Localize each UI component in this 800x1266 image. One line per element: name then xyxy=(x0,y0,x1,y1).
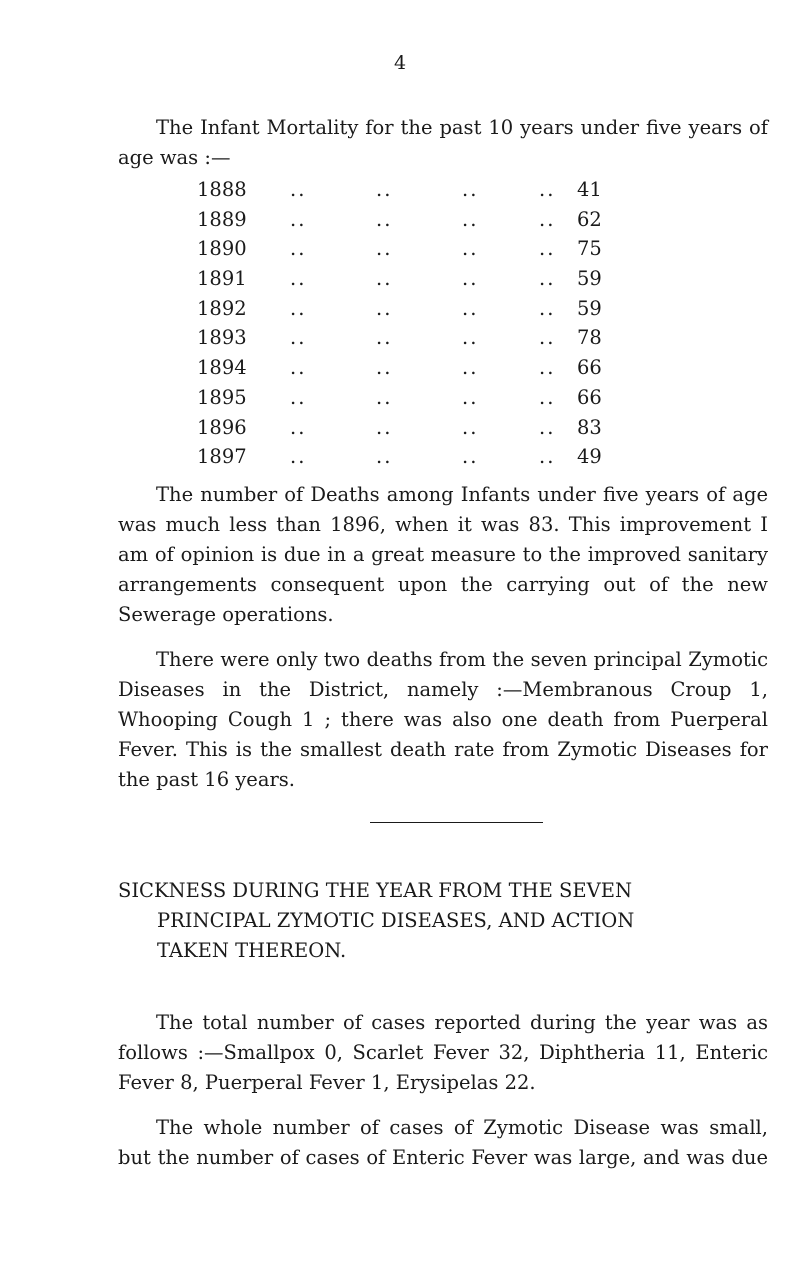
whole-number-text: The whole number of cases of Zymotic Disease was small, but the number of cases of Enteric Fever was large, and was due xyxy=(118,1116,768,1169)
year-cell: 1890 xyxy=(197,237,247,261)
dot-leader: .. xyxy=(290,237,307,261)
dot-leader: .. xyxy=(290,326,307,350)
dot-leader: .. xyxy=(539,267,556,291)
dot-leader: .. xyxy=(376,356,393,380)
dot-leader: .. xyxy=(376,267,393,291)
section-heading xyxy=(118,876,778,966)
year-cell: 1896 xyxy=(197,415,247,439)
dot-leader: .. xyxy=(539,178,556,201)
death-count-cell: 49 xyxy=(577,445,602,469)
year-cell: 1888 xyxy=(197,178,247,201)
infant-mortality-table xyxy=(197,175,677,472)
dot-leader: .. xyxy=(376,207,393,231)
death-count-cell: 83 xyxy=(577,415,602,439)
intro-text: The Infant Mortality for the past 10 years under five years of age was :— xyxy=(118,116,768,169)
table-row xyxy=(197,234,677,264)
year-cell: 1897 xyxy=(197,445,247,469)
year-cell: 1895 xyxy=(197,385,247,409)
zymotic-deaths-paragraph xyxy=(118,645,768,795)
dot-leader: .. xyxy=(290,207,307,231)
dot-leader: .. xyxy=(462,178,479,201)
death-count-cell: 78 xyxy=(577,326,602,350)
dot-leader: .. xyxy=(290,445,307,469)
dot-leader: .. xyxy=(462,385,479,409)
dot-leader: .. xyxy=(376,415,393,439)
total-cases-text: The total number of cases reported during the year was as follows :—Smallpox 0, Scarlet Fever 32, Diphtheria 11, Enteric Fever 8, Puerperal Fever 1, Erysipelas 22. xyxy=(118,1011,768,1094)
deaths-infants-text: The number of Deaths among Infants under five years of age was much less than 1896, when it was 83. This improvement I am of opinion is due in a great measure to the improved sanitary arrangements consequent upon the carrying out of the new Sewerage operations. xyxy=(118,483,768,626)
death-count-cell: 62 xyxy=(577,207,602,231)
page-number: 4 xyxy=(393,52,407,74)
dot-leader: .. xyxy=(376,237,393,261)
death-count-cell: 66 xyxy=(577,385,602,409)
dot-leader: .. xyxy=(539,356,556,380)
death-count-cell: 41 xyxy=(577,178,602,201)
dot-leader: .. xyxy=(376,445,393,469)
table-row xyxy=(197,294,677,324)
table-row xyxy=(197,413,677,443)
dot-leader: .. xyxy=(539,415,556,439)
intro-paragraph xyxy=(118,113,768,173)
dot-leader: .. xyxy=(462,237,479,261)
table-row xyxy=(197,205,677,235)
dot-leader: .. xyxy=(539,237,556,261)
table-row xyxy=(197,442,677,472)
year-cell: 1892 xyxy=(197,296,247,320)
section-divider xyxy=(370,822,543,823)
year-cell: 1894 xyxy=(197,356,247,380)
table-row xyxy=(197,264,677,294)
whole-number-paragraph xyxy=(118,1113,768,1173)
year-cell: 1893 xyxy=(197,326,247,350)
dot-leader: .. xyxy=(462,415,479,439)
dot-leader: .. xyxy=(539,385,556,409)
dot-leader: .. xyxy=(376,326,393,350)
dot-leader: .. xyxy=(539,207,556,231)
dot-leader: .. xyxy=(290,385,307,409)
death-count-cell: 66 xyxy=(577,356,602,380)
section-heading-line-1: SICKNESS DURING THE YEAR FROM THE SEVEN xyxy=(118,879,633,902)
deaths-infants-paragraph xyxy=(118,480,768,630)
dot-leader: .. xyxy=(462,445,479,469)
dot-leader: .. xyxy=(290,356,307,380)
dot-leader: .. xyxy=(539,326,556,350)
death-count-cell: 75 xyxy=(577,237,602,261)
dot-leader: .. xyxy=(290,267,307,291)
dot-leader: .. xyxy=(462,296,479,320)
section-heading-line-2: PRINCIPAL ZYMOTIC DISEASES, AND ACTION xyxy=(157,909,635,932)
year-cell: 1891 xyxy=(197,267,247,291)
dot-leader: .. xyxy=(462,356,479,380)
zymotic-deaths-text: There were only two deaths from the seven principal Zymotic Diseases in the District, namely :—Membranous Croup 1, Whooping Cough 1 ; there was also one death from Puerperal Fever. This is the smallest death rate from Zymotic Diseases for the past 16 years. xyxy=(118,648,768,791)
dot-leader: .. xyxy=(376,178,393,201)
dot-leader: .. xyxy=(539,296,556,320)
dot-leader: .. xyxy=(462,207,479,231)
dot-leader: .. xyxy=(462,326,479,350)
dot-leader: .. xyxy=(462,267,479,291)
dot-leader: .. xyxy=(376,385,393,409)
table-row xyxy=(197,383,677,413)
death-count-cell: 59 xyxy=(577,296,602,320)
total-cases-paragraph xyxy=(118,1008,768,1098)
year-cell: 1889 xyxy=(197,207,247,231)
death-count-cell: 59 xyxy=(577,267,602,291)
dot-leader: .. xyxy=(290,415,307,439)
dot-leader: .. xyxy=(539,445,556,469)
section-heading-line-3: TAKEN THEREON. xyxy=(157,939,347,962)
table-row xyxy=(197,353,677,383)
dot-leader: .. xyxy=(376,296,393,320)
table-row xyxy=(197,323,677,353)
table-row xyxy=(197,175,677,205)
dot-leader: .. xyxy=(290,296,307,320)
dot-leader: .. xyxy=(290,178,307,201)
